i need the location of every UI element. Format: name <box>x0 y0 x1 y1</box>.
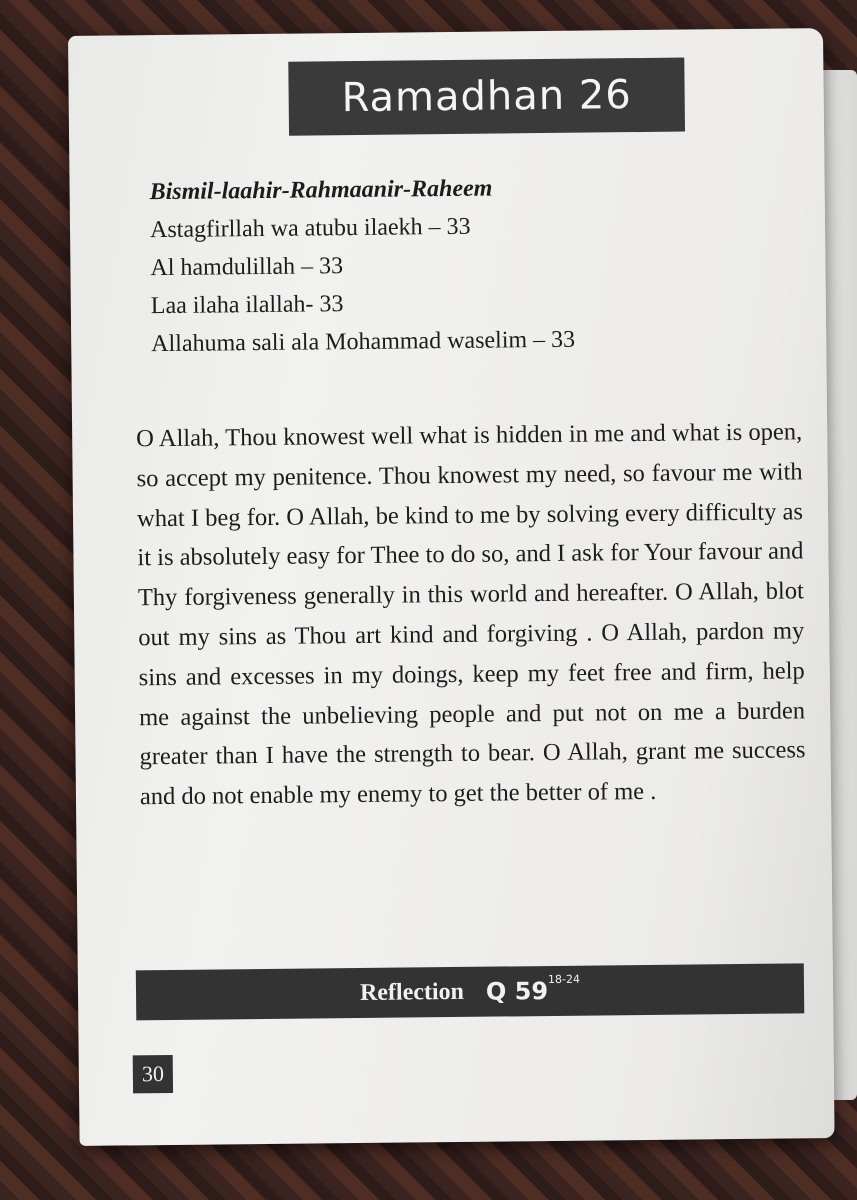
reflection-verses: 18-24 <box>547 972 581 987</box>
reflection-bar <box>136 963 804 1020</box>
page-title: Ramadhan 26 <box>288 58 685 136</box>
dhikr-line: Laa ilaha ilallah- 33 <box>150 291 344 320</box>
reflection-label: Reflection <box>359 978 465 1006</box>
dhikr-line: Al hamdulillah – 33 <box>150 253 344 282</box>
dhikr-line: Allahuma sali ala Mohammad waselim – 33 <box>151 326 576 358</box>
reflection-surah: Q 59$^{18-24}$ <box>485 972 581 1006</box>
dhikr-line: Bismil-laahir-Rahmaanir-Raheem <box>149 175 493 206</box>
dhikr-line: Astagfirllah wa atubu ilaekh – 33 <box>149 213 471 244</box>
dhikr-list <box>149 167 771 363</box>
booklet-page <box>68 28 835 1146</box>
page-number: 30 <box>133 1055 173 1093</box>
dua-paragraph: O Allah, Thou knowest well what is hidden in me and what is open, so accept my penitence. Thou knowest my need, so favour me with what I beg for. O Allah, be kind to me by solving every difficulty as it is absolutely easy for Thee to do so, and I ask for Your favour and Thy forgiveness generally in this world and hereafter. O Allah, blot out my sins as Thou art kind and forgiving . O Allah, pardon my sins and excesses in my doings, keep my feet free and firm, help me against the unbelieving people and put not on me a burden greater than I have the strength to bear. O Allah, grant me success and do not enable my enemy to get the better of me . <box>136 418 806 811</box>
